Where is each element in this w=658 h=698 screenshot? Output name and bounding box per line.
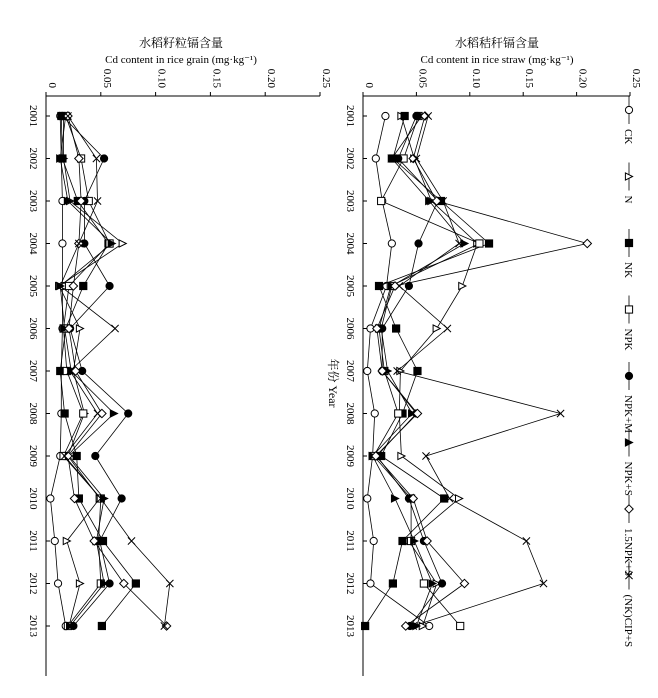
- straw-year-label: 2005: [344, 275, 356, 297]
- straw-tick-label: 0.05: [416, 68, 429, 88]
- straw-point-nk: [393, 325, 400, 332]
- grain-point-npk-m: [92, 452, 99, 459]
- straw-point-npk: [395, 410, 402, 417]
- straw-series-group: [362, 112, 592, 630]
- grain-point-nk: [132, 580, 139, 587]
- grain-tick-label: 0.20: [265, 68, 278, 88]
- grain-point-ck: [59, 240, 66, 247]
- straw-point-ck: [371, 410, 378, 417]
- straw-year-label: 2008: [344, 402, 356, 425]
- straw-point-ck: [367, 580, 374, 587]
- straw-point-nk: [375, 282, 382, 289]
- grain-point-n: [76, 580, 83, 587]
- legend-label: CK: [622, 129, 634, 145]
- straw-series-line-1-5npk-s: [376, 116, 588, 626]
- grain-value-axis: [46, 69, 332, 96]
- straw-year-label: 2003: [344, 190, 356, 212]
- grain-plot-frame: [46, 96, 50, 676]
- grain-point-npk-m: [125, 410, 132, 417]
- legend-marker: [625, 505, 633, 513]
- grain-point-npk-m: [106, 282, 113, 289]
- grain-point-ck: [47, 495, 54, 502]
- grain-tick-label: 0.10: [155, 68, 168, 88]
- grain-year-label: 2007: [27, 360, 39, 382]
- grain-year-label: 2003: [27, 190, 39, 212]
- grain-point-nk-cip-s: [128, 537, 135, 544]
- straw-year-label: 2010: [344, 487, 356, 510]
- grain-point-ck: [51, 537, 58, 544]
- grain-point-npk-m: [118, 495, 125, 502]
- straw-value-axis: [363, 69, 642, 96]
- grain-point-nk-cip-s: [111, 325, 118, 332]
- legend-marker: [625, 106, 632, 113]
- straw-plot-frame: [363, 96, 367, 676]
- grain-point-npk-m: [100, 155, 107, 162]
- legend-label: NPK+S: [622, 461, 634, 496]
- grain-year-label: 2009: [27, 445, 39, 467]
- grain-series-group: [47, 112, 174, 630]
- straw-point-npk-m: [438, 580, 445, 587]
- legend-label: NPK: [622, 328, 634, 351]
- grain-point-n: [119, 240, 126, 247]
- grain-point-n: [63, 537, 70, 544]
- straw-chart-title: 水稻秸秆镉含量: [454, 36, 540, 50]
- straw-point-nk-cip-s: [422, 452, 429, 459]
- legend-label: NK: [622, 262, 634, 278]
- straw-year-label: 2006: [344, 317, 356, 340]
- straw-point-nk: [401, 112, 408, 119]
- straw-point-ck: [372, 155, 379, 162]
- straw-point-nk: [399, 537, 406, 544]
- straw-point-npk: [457, 622, 464, 629]
- legend-marker: [625, 239, 632, 246]
- grain-chart-xlabel: Cd content in rice grain (mg·kg⁻¹): [105, 54, 257, 66]
- grain-point-1-5npk-s: [98, 409, 106, 417]
- straw-point-nk: [414, 367, 421, 374]
- grain-tick-label: 0.05: [100, 68, 113, 88]
- straw-point-n: [433, 325, 440, 332]
- legend-label: 1.5NPK+S: [622, 528, 634, 577]
- grain-year-label: 2008: [27, 402, 39, 425]
- straw-point-npk: [378, 197, 385, 204]
- straw-year-label: 2001: [344, 105, 356, 127]
- grain-point-nk: [80, 282, 87, 289]
- grain-year-label: 2012: [27, 572, 39, 595]
- straw-point-ck: [364, 367, 371, 374]
- straw-tick-label: 0.20: [576, 68, 589, 88]
- straw-point-nk-cip-s: [540, 580, 547, 587]
- legend-marker: [625, 372, 632, 379]
- straw-tick-label: 0.15: [523, 68, 536, 88]
- straw-point-npk-m: [415, 240, 422, 247]
- legend-label: N: [622, 195, 634, 204]
- grain-year-label: 2005: [27, 275, 39, 297]
- straw-point-ck: [388, 240, 395, 247]
- grain-tick-label: 0: [46, 82, 58, 88]
- straw-year-label: 2002: [344, 147, 356, 170]
- straw-point-nk: [389, 580, 396, 587]
- straw-year-label: 2004: [344, 232, 356, 255]
- legend: [622, 96, 634, 647]
- straw-year-label: 2007: [344, 360, 356, 382]
- legend-label: NPK+M: [622, 395, 634, 433]
- grain-year-label: 2013: [27, 615, 39, 637]
- straw-point-ck: [382, 112, 389, 119]
- straw-point-nk: [485, 240, 492, 247]
- straw-point-npk: [476, 240, 483, 247]
- straw-year-label: 2011: [344, 530, 356, 552]
- grain-year-label: 2001: [27, 105, 39, 127]
- straw-point-nk: [362, 622, 369, 629]
- straw-tick-label: 0: [363, 82, 375, 88]
- grain-year-label: 2010: [27, 487, 39, 510]
- straw-chart-xlabel: Cd content in rice straw (mg·kg⁻¹): [420, 54, 574, 66]
- straw-point-nk-cip-s: [444, 325, 451, 332]
- straw-point-n: [456, 495, 463, 502]
- legend-marker: [625, 306, 632, 313]
- straw-chart-panel: [362, 35, 642, 676]
- grain-point-ck: [54, 580, 61, 587]
- straw-year-label: 2009: [344, 445, 356, 467]
- grain-year-label: 2011: [27, 530, 39, 552]
- grain-tick-label: 0.25: [320, 68, 332, 88]
- straw-point-nk-cip-s: [523, 537, 530, 544]
- grain-point-nk: [73, 452, 80, 459]
- straw-point-npk-s: [391, 495, 398, 502]
- grain-point-npk-s: [110, 410, 117, 417]
- straw-tick-label: 0.25: [630, 68, 642, 88]
- grain-tick-label: 0.15: [210, 68, 223, 88]
- grain-year-label: 2006: [27, 317, 39, 340]
- grain-chart-panel: [46, 35, 332, 676]
- straw-point-npk: [420, 580, 427, 587]
- grain-chart-title: 水稻籽粒镉含量: [138, 36, 224, 50]
- straw-tick-label: 0.10: [469, 68, 482, 88]
- grain-point-nk: [98, 622, 105, 629]
- straw-point-ck: [370, 537, 377, 544]
- straw-point-ck: [364, 495, 371, 502]
- straw-year-label: 2013: [344, 615, 356, 637]
- straw-point-nk-cip-s: [557, 410, 564, 417]
- straw-year-label: 2012: [344, 572, 356, 595]
- legend-label: (NK)CIP+S: [622, 594, 634, 648]
- straw-series-line-n: [399, 116, 477, 626]
- straw-point-1-5npk-s: [583, 239, 591, 247]
- grain-point-nk: [61, 410, 68, 417]
- grain-year-label: 2002: [27, 147, 39, 170]
- straw-point-n: [459, 282, 466, 289]
- grain-year-label: 2004: [27, 232, 39, 255]
- year-axis-label: 年份 Year: [326, 358, 340, 408]
- grain-point-npk: [80, 410, 87, 417]
